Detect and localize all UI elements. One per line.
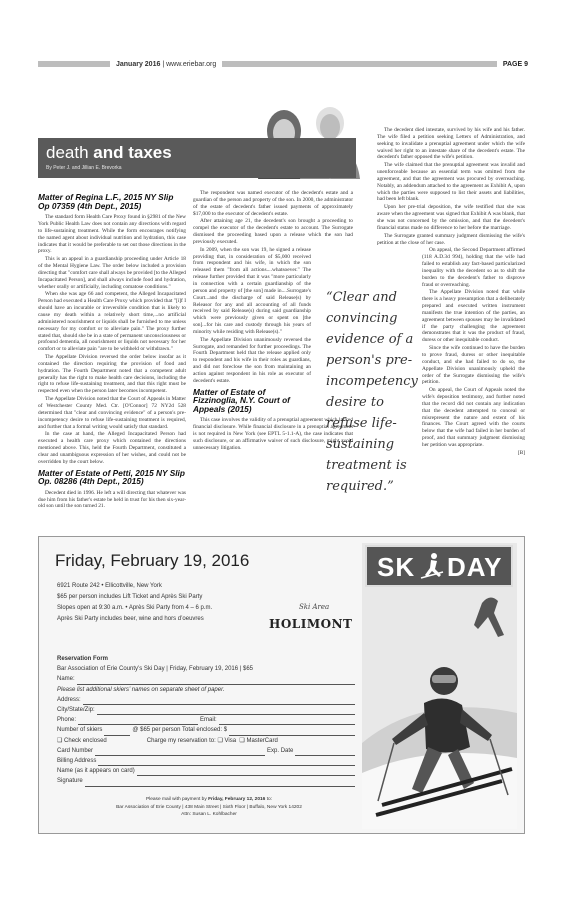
- pull-quote: “Clear and convincing evidence of a person's pre-incompetency desire to refuse life-sustaining treatment is required.”: [326, 290, 418, 494]
- card-name-field[interactable]: Name (as it appears on card): [57, 766, 355, 776]
- holimont-logo: Ski Area HOLIMONT: [269, 603, 353, 631]
- paragraph: Decedent died in 1996. He left a will directing that whatever was due him from his father's estate be held in trust for his then six-year-old son until the son turned 21.: [38, 489, 186, 510]
- ski-day-badge: SK DAY: [365, 545, 513, 587]
- paragraph: The respondent was named executor of the decedent's estate and a guardian of the person and property of the son. In 2000, the administrator of the estate of decedent's father issued payments of approximately $17,000 to the executor of decedent's estate.: [193, 190, 353, 217]
- paragraph: On appeal, the Court of Appeals noted the wife's deposition testimony, and further noted that the record did not contain any indication that the decedent attempted to conceal or misrepresent the nature and extent of his finances. The Court agreed with the courts below that the wife had failed in her burden of proof, and that summary judgment dismissing her petition was appropriate.: [422, 387, 525, 448]
- column-byline: By Peter J. and Jillian E. Brevorka: [46, 165, 122, 171]
- header-rule-left: [38, 61, 110, 67]
- ad-date-title: Friday, February 19, 2016: [55, 551, 250, 570]
- paragraph: The Surrogate granted summary judgment dismissing the wife's petition at the close of her case.: [377, 232, 525, 246]
- ad-event-info: [57, 581, 212, 625]
- paragraph: This is an appeal in a guardianship proceeding under Article 18 of the Mental Hygiene Law. The order below included a provision directing that "comfort care shall always be provided [to the Alleged Incapacitated Person], and shall always include food and hydration, whether orally or artificially, including comatose conditions.": [38, 256, 186, 290]
- phone-email-row: Phone: Email:: [57, 715, 355, 725]
- mail-instructions: Please mail with payment by Friday, February 12, 2016 to: Bar Association of Erie County | 438 Main Street | Sixth Floor | Buffalo, New York 14202 Attn: Susan L. Kohlbacher: [79, 796, 339, 819]
- form-names-note: Please list additional skiers’ names on separate sheet of paper.: [57, 686, 225, 693]
- total-enclosed-field[interactable]: [229, 729, 355, 736]
- ad-info-line: Slopes open at 9:30 a.m. • Après Ski Party from 4 – 6 p.m.: [57, 605, 213, 611]
- header-rule-right: [222, 61, 497, 67]
- ad-info-line: Après Ski Party includes beer, wine and hors d’oeuvres: [57, 616, 204, 622]
- paragraph: The Appellate Division noted that while there is a heavy presumption that a deliberately prepared and executed written instrument manifests the true intention of the parties, an agreement between spouses may be invalidated if the party challenging the agreement demonstrates that it was the product of fraud, duress or other inequitable conduct.: [422, 289, 525, 344]
- paragraph: Upon her pre-trial deposition, the wife testified that she was aware when the agreement was signed that Exhibit A was blank, that she was not concerned by the omission, and that the decedent's financial status made no difference to her before the marriage.: [377, 204, 525, 231]
- article-heading-fizzinoglia: Matter of Estate of Fizzinoglia, N.Y. Court of Appeals (2015): [193, 386, 290, 414]
- header-issue: January 2016 | www.eriebar.org: [116, 60, 217, 68]
- phone-field[interactable]: [78, 718, 198, 725]
- column-banner: [38, 138, 356, 178]
- city-state-zip-field[interactable]: City/State/Zip:: [57, 705, 355, 715]
- paragraph: This case involves the validity of a prenuptial agreement which lacked financial disclosure. While financial disclosure in a prenuptial agreement is not required in New York (see EPTL 5-1.1-A), the case indicates that such disclosure, or an affirmative waiver of such disclosure, might avoid unnecessary litigation.: [193, 417, 353, 451]
- page-header: [38, 58, 528, 70]
- exp-date-field[interactable]: [295, 749, 355, 756]
- mail-deadline: Friday, February 12, 2016: [208, 797, 266, 802]
- form-heading: Reservation Form: [57, 656, 109, 662]
- ad-info-line: $65 per person includes Lift Ticket and Après Ski Party: [57, 594, 203, 600]
- reservation-form: [57, 654, 355, 787]
- paragraph: The standard form Health Care Proxy found in §2981 of the New York Public Health Law does not contain any directions with regard to life-sustaining treatment. While the form encourages notifying the named agent about individual nutrition and hydration, this case indicates that it would be preferable to set out those directions in the proxy.: [38, 214, 186, 255]
- article-column-3: [377, 127, 525, 458]
- ad-info-line: 6921 Route 242 • Ellicottville, New York: [57, 583, 162, 589]
- header-website-link[interactable]: www.eriebar.org: [166, 60, 217, 68]
- billing-address-field[interactable]: Billing Address: [57, 756, 355, 766]
- paragraph: The Appellate Division reversed the order below insofar as it contained the direction requiring the provision of food and hydration. The Fourth Department noted that a competent adult generally has the right to make health care decisions, including the right to refuse life-sustaining treatment, and that this right must be respected even when the person later becomes incompetent.: [38, 354, 186, 395]
- paragraph: On appeal, the Second Department affirmed (118 A.D.3d 994), holding that the wife had failed to establish any fact-based particularized inequality with the decedent so as to shift the burden to the decedent's father to disprove fraud or overreaching.: [422, 247, 525, 288]
- skiers-count-field[interactable]: [104, 729, 130, 736]
- paragraph: In 2009, when the son was 19, he signed a release providing that, in consideration of $5,000 received from respondent and his wife, in which the son released them "from all actions....whatsoever." The release further provided that it was "more particularly in connection with a certain guardianship of the person and property of [the son] made in....Surrogate's Court...and the discharge of said Release(s) by Releasor for any and all accounting of all funds received by said Release(s) during said guardianship which were previously given or spent on [the son]...for his care and custody through his years of minority while residing with Release(s).": [193, 246, 311, 335]
- article-heading-regina: Matter of Regina L.F., 2015 NY Slip Op 07359 (4th Dept., 2015): [38, 192, 174, 211]
- mastercard-checkbox[interactable]: ❑ MasterCard: [239, 737, 278, 744]
- paragraph: When she was age 66 and competent, the Alleged Incapacitated Person had executed a Health Care Proxy which provided that "[i]f I should have an incurable or irreversible condition that is likely to cause my death within a relatively short time,...no artificial administered nourishment or liquids shall be furnished to me unless necessary for my comfort or to alleviate pain." The proxy further stated that, should she be in a state of permanent unconsciousness or profound dementia, all nourishment or liquids not necessary for her comfort or to alleviate pain "are to be withheld or withdrawn.": [38, 291, 186, 353]
- visa-checkbox[interactable]: ❑ Visa: [217, 737, 237, 744]
- paragraph: In the case at hand, the Alleged Incapacitated Person had executed a health care proxy which contained the directions mentioned above. This, held the Fourth Department, constituted a clear and unambiguous expression of her wishes, and could not be overridden by the court below.: [38, 431, 186, 465]
- form-event-line: Bar Association of Erie County’s Ski Day | Friday, February 19, 2016 | $65: [57, 666, 253, 673]
- paragraph: The wife claimed that the prenuptial agreement was invalid and unenforceable because an essential term was omitted from the agreement, and that the agreement was procured by overreaching. Notably, an addendum attached to the agreement as Exhibit A, upon which the parties were supposed to list their assets and liabilities, had been left blank.: [377, 162, 525, 203]
- ski-day-advertisement: [38, 536, 525, 834]
- article-heading-petti: Matter of Estate of Petti, 2015 NY Slip Op. 08286 (4th Dept., 2015): [38, 467, 185, 487]
- name-field[interactable]: Name:: [57, 674, 355, 684]
- mail-address: Bar Association of Erie County | 438 Main Street | Sixth Floor | Buffalo, New York 14202: [116, 804, 302, 810]
- page-number: PAGE 9: [502, 60, 528, 68]
- column-title: death and taxes: [46, 143, 172, 162]
- skiers-row: Number of skiers @ $65 per person Total enclosed: $: [57, 725, 355, 735]
- mail-attention: Attn: Susan L. Kohlbacher: [181, 812, 237, 817]
- email-field[interactable]: [219, 718, 355, 725]
- address-field[interactable]: Address:: [57, 695, 355, 705]
- paragraph: The Appellate Division unanimously reversed the Surrogate, and remanded for further proceedings. The Fourth Department held that the release applied only to respondent and his wife in their roles as guardians, and did not foreclose the son from maintaining an action against respondent in his role as executor of decedent's estate.: [193, 336, 311, 384]
- article-column-1: [38, 190, 186, 511]
- check-enclosed-checkbox[interactable]: ❑ Check enclosed: [57, 737, 107, 744]
- article-signoff: [B]: [517, 449, 525, 456]
- signature-field[interactable]: Signature: [57, 776, 355, 786]
- paragraph: Since the wife continued to have the burden to prove fraud, duress or other inequitable conduct, and she had failed to do so, the Appellate Division unanimously upheld the order of the Surrogate dismissing the wife's petition.: [422, 345, 525, 386]
- skier-icon: [419, 551, 445, 581]
- paragraph: The decedent died intestate, survived by his wife and his father. The wife filed a petition seeking Letters of Administration, and seeking to invalidate a prenuptial agreement under which the wife waived her right to an intestate share of the decedent's estate. The decedent's father opposed the wife's petition.: [377, 127, 525, 161]
- payment-row: ❑ Check enclosed Charge my reservation to: ❑ Visa ❑ MasterCard: [57, 736, 355, 746]
- paragraph: The Appellate Division noted that the Court of Appeals in Matter of Westchester County Med. Ctr. [O'Connor] 72 NY2d 528 determined that "clear and convincing evidence" of a person's pre-incompetency desire to refuse life-sustaining treatment is required, and further that a formal writing would satisfy that standard.: [38, 396, 186, 430]
- paragraph: After attaining age 21, the decedent's son brought a proceeding to compel the executor of the decedent's estate to account. The Surrogate dismissed the proceeding based upon a release which the son had previously executed.: [193, 218, 353, 245]
- card-number-field[interactable]: [95, 749, 265, 756]
- card-row: Card Number Exp. Date: [57, 746, 355, 756]
